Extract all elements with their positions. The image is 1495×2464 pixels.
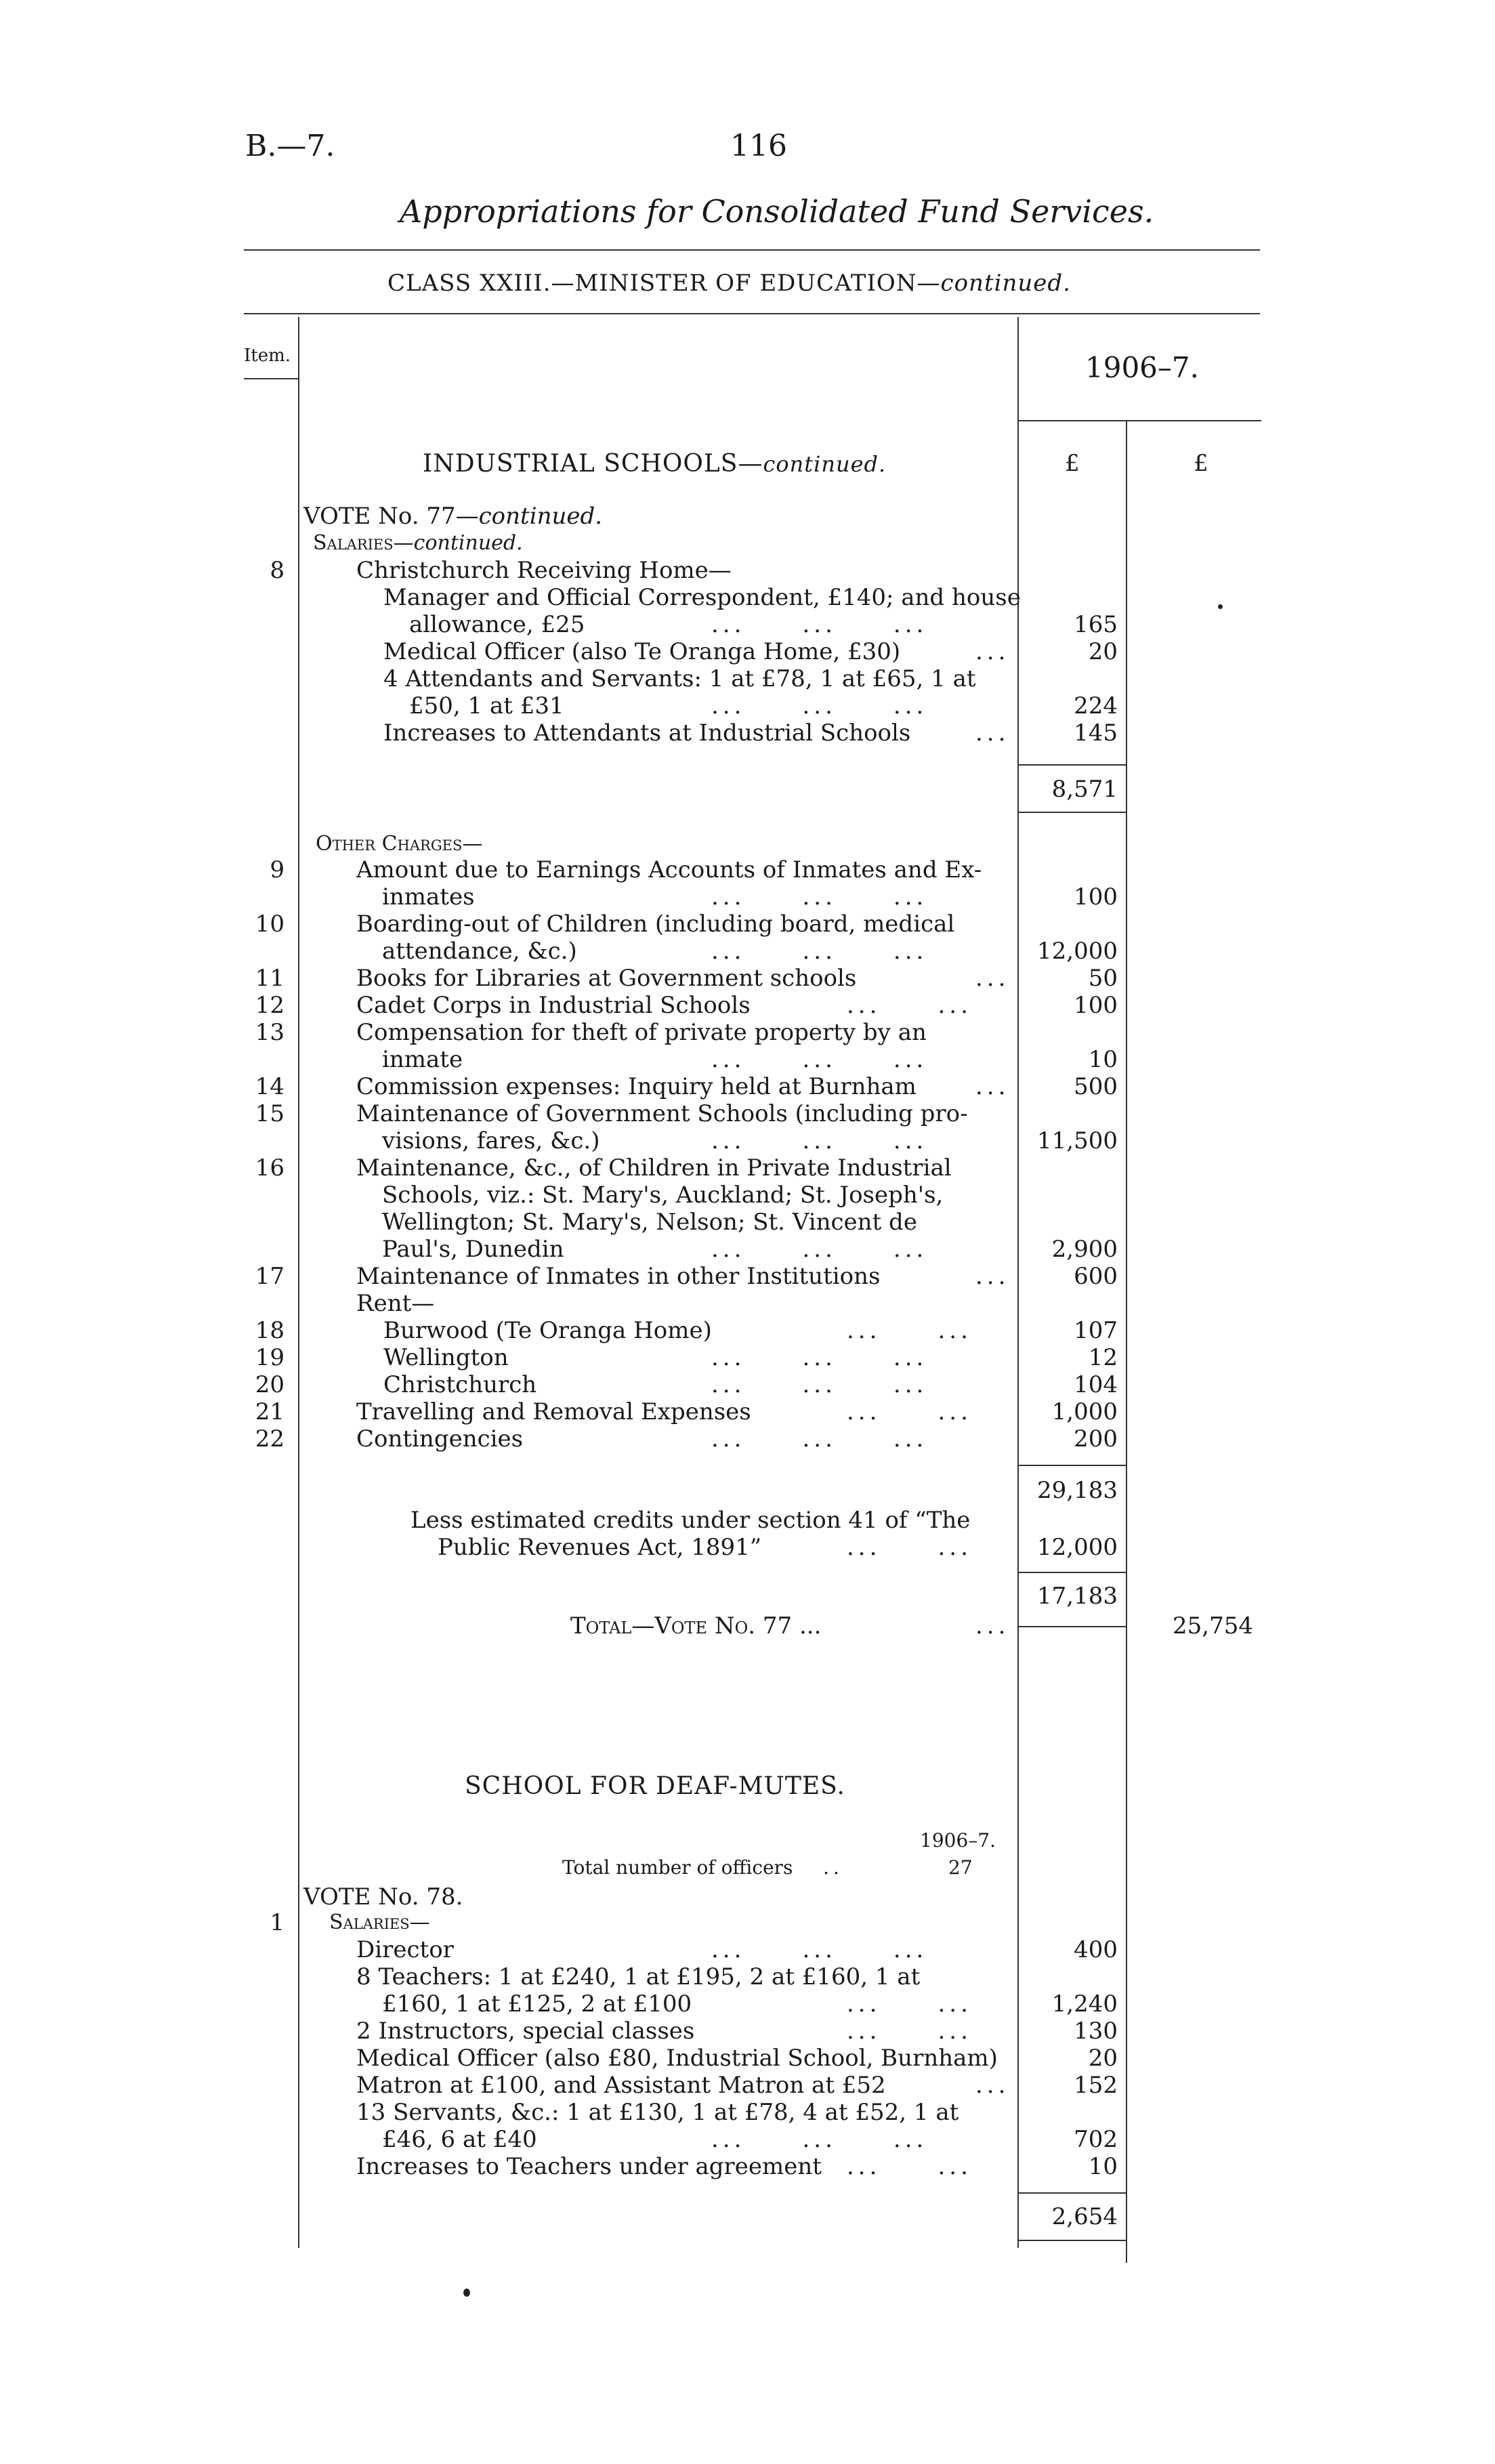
item-number: 9 (270, 856, 285, 883)
table-row: 11 Books for Libraries at Government schools ... 50 (0, 965, 1495, 992)
row-description: Books for Libraries at Government schools (356, 965, 857, 992)
table-row (0, 1100, 1495, 1127)
subtotal-rule-bottom (1017, 2240, 1126, 2241)
officers-label: Total number of officers .. (562, 1856, 843, 1879)
row-description: inmate (382, 1046, 463, 1073)
row-amount: 11,500 (1037, 1127, 1118, 1154)
salaries-total: 8,571 (1051, 776, 1118, 803)
table-row (0, 1019, 1495, 1046)
item-number: 8 (270, 557, 285, 584)
row-description: Maintenance, &c., of Children in Private Industrial (356, 1154, 952, 1182)
row-amount: 200 (1074, 1425, 1118, 1453)
officers-label-text: Total number of officers (562, 1856, 793, 1879)
subtotal-rule-bottom (1017, 812, 1126, 813)
table-row (0, 584, 1495, 611)
table-row (0, 856, 1495, 883)
row-description: Medical Officer (also £80, Industrial School, Burnham) (356, 2045, 998, 2072)
row-description: Christchurch Receiving Home— (356, 557, 732, 584)
table-row (0, 1909, 1495, 1936)
row-amount: 1,240 (1051, 1990, 1118, 2018)
table-row (0, 2045, 1495, 2072)
table-row: 22 Contingencies ... ... ... 200 (0, 1425, 1495, 1453)
item-column-header: Item. (244, 346, 291, 366)
table-row: 12 Cadet Corps in Industrial Schools ... ... 100 (0, 992, 1495, 1019)
less-credits-row-2: Public Revenues Act, 1891” ... ... 12,000 (438, 1534, 1118, 1561)
row-description: Manager and Official Correspondent, £140; and house (383, 584, 1021, 611)
salaries-total-row (0, 776, 1495, 803)
row-description: attendance, &c.) (382, 938, 577, 965)
table-row (0, 1963, 1495, 1990)
officers-count: 27 (948, 1856, 973, 1879)
table-row: inmate ... ... ... 10 (382, 1046, 1118, 1073)
table-row: Increases to Attendants at Industrial Schools ... 145 (383, 719, 1118, 747)
row-amount: 20 (1088, 638, 1118, 665)
class-heading (387, 270, 1071, 297)
row-amount: 400 (1074, 1936, 1118, 1963)
table-row: £50, 1 at £31 ... ... ... 224 (409, 692, 1118, 719)
row-description: Paul's, Dunedin (382, 1236, 564, 1263)
row-amount: 165 (1074, 611, 1118, 638)
year-column-header: 1906–7. (1085, 351, 1199, 384)
row-description: Cadet Corps in Industrial Schools (356, 992, 751, 1019)
page-number: 116 (730, 129, 787, 163)
table-row: 14 Commission expenses: Inquiry held at Burnham ... 500 (0, 1073, 1495, 1100)
item-number: 11 (255, 965, 285, 992)
vote-77-text: VOTE No. 77— (303, 503, 479, 530)
table-row: allowance, £25 ... ... ... 165 (409, 611, 1118, 638)
table-row (0, 557, 1495, 584)
row-amount: 152 (1074, 2072, 1118, 2099)
vote-78-salaries-total-row (0, 2203, 1495, 2230)
table-row: visions, fares, &c.) ... ... ... 11,500 (382, 1127, 1118, 1154)
item-number: 1 (270, 1909, 285, 1936)
row-description: Director (356, 1936, 454, 1963)
table-row: inmates ... ... ... 100 (382, 883, 1118, 911)
row-amount: 500 (1074, 1073, 1118, 1100)
row-description: Wellington (383, 1344, 509, 1371)
class-rule (244, 313, 1260, 314)
row-description: £46, 6 at £40 (382, 2126, 537, 2153)
less-credits-row (0, 1507, 1495, 1534)
row-amount: 107 (1074, 1317, 1118, 1344)
table-row: 18 Burwood (Te Oranga Home) ... ... 107 (0, 1317, 1495, 1344)
row-description: £160, 1 at £125, 2 at £100 (382, 1990, 692, 2018)
row-description: 13 Servants, &c.: 1 at £130, 1 at £78, 4 at £52, 1 at (356, 2099, 959, 2126)
item-number: 12 (255, 992, 285, 1019)
table-row: Paul's, Dunedin ... ... ... 2,900 (382, 1236, 1118, 1263)
table-row: 2 Instructors, special classes ... ... 130 (356, 2018, 1118, 2045)
table-row: Matron at £100, and Assistant Matron at £52 ... 152 (356, 2072, 1118, 2099)
industrial-schools-heading-continued: continued. (763, 451, 887, 477)
table-row: attendance, &c.) ... ... ... 12,000 (382, 938, 1118, 965)
salaries-label (313, 531, 523, 555)
salaries-label: Salaries— (329, 1910, 430, 1934)
row-description: Commission expenses: Inquiry held at Burnham (356, 1073, 917, 1100)
table-row (0, 1182, 1495, 1209)
table-row: Director ... ... ... 400 (356, 1936, 1118, 1963)
title-rule (244, 249, 1260, 251)
item-number: 19 (255, 1344, 285, 1371)
table-row: Increases to Teachers under agreement ... ... 10 (356, 2153, 1118, 2180)
table-row (0, 911, 1495, 938)
vote-78-salaries-total: 2,654 (1051, 2203, 1118, 2230)
row-description: Amount due to Earnings Accounts of Inmates and Ex- (356, 856, 982, 883)
table-row: 21 Travelling and Removal Expenses ... ... 1,000 (0, 1398, 1495, 1425)
item-number: 18 (255, 1317, 285, 1344)
salaries-continued: continued. (413, 531, 523, 555)
row-amount: 702 (1074, 2126, 1118, 2153)
net-amount: 17,183 (1037, 1583, 1118, 1610)
ink-speck (463, 2289, 470, 2297)
item-header-rule (244, 378, 298, 379)
total-rule (1017, 1626, 1126, 1627)
row-amount: 100 (1074, 992, 1118, 1019)
subtotal-amount: 29,183 (1037, 1477, 1118, 1504)
net-rule (1017, 1572, 1126, 1573)
vote-77-total-row: Total—Vote No. 77 ... ... 25,754 (570, 1612, 1253, 1640)
row-description: Increases to Teachers under agreement (356, 2153, 822, 2180)
table-row: 19 Wellington ... ... ... 12 (0, 1344, 1495, 1371)
row-description: Maintenance of Inmates in other Institutions (356, 1263, 881, 1290)
vote-77-continued: continued. (478, 503, 603, 530)
row-amount: 104 (1074, 1371, 1118, 1398)
row-description: allowance, £25 (409, 611, 585, 638)
item-number: 13 (255, 1019, 285, 1046)
row-description: inmates (382, 883, 475, 911)
row-amount: 600 (1074, 1263, 1118, 1290)
item-number: 10 (255, 911, 285, 938)
row-amount: 50 (1088, 965, 1118, 992)
vote-77-total-label: Total—Vote No. 77 ... (570, 1612, 822, 1640)
row-description: Travelling and Removal Expenses (356, 1398, 751, 1425)
less-credits-line-1: Less estimated credits under section 41 of “The (410, 1507, 971, 1534)
row-amount: 10 (1088, 1046, 1118, 1073)
vote-78-label: VOTE No. 78. (303, 1883, 463, 1910)
row-description: Christchurch (383, 1371, 537, 1398)
row-amount: 10 (1088, 2153, 1118, 2180)
net-row (0, 1583, 1495, 1610)
item-number: 16 (255, 1154, 285, 1182)
other-charges-label: Other Charges— (316, 832, 483, 856)
subtotal-rule (1017, 2192, 1126, 2194)
item-number: 15 (255, 1100, 285, 1127)
row-description: £50, 1 at £31 (409, 692, 564, 719)
row-description: Schools, viz.: St. Mary's, Auckland; St. Joseph's, (382, 1182, 944, 1209)
industrial-schools-heading (423, 450, 886, 478)
class-heading-continued: continued. (940, 270, 1071, 297)
table-row (0, 2099, 1495, 2126)
less-credits-line-2: Public Revenues Act, 1891” (438, 1534, 762, 1561)
ink-speck (1218, 604, 1223, 609)
row-description: 8 Teachers: 1 at £240, 1 at £195, 2 at £160, 1 at (356, 1963, 921, 1990)
row-description: Compensation for theft of private property by an (356, 1019, 927, 1046)
row-description: 2 Instructors, special classes (356, 2018, 695, 2045)
table-row (0, 1154, 1495, 1182)
item-number: 22 (255, 1425, 285, 1453)
pound-sign-column-1: £ (1065, 450, 1080, 477)
row-description: Medical Officer (also Te Oranga Home, £30) (383, 638, 901, 665)
row-description: Burwood (Te Oranga Home) (383, 1317, 712, 1344)
item-number: 21 (255, 1398, 285, 1425)
table-row: Medical Officer (also Te Oranga Home, £30) ... 20 (383, 638, 1118, 665)
class-heading-text: CLASS XXIII.—MINISTER OF EDUCATION— (387, 270, 941, 297)
page-title: Appropriations for Consolidated Fund Services. (400, 193, 1154, 230)
table-row (0, 665, 1495, 692)
table-row (0, 1209, 1495, 1236)
row-description: Maintenance of Government Schools (including pro- (356, 1100, 968, 1127)
item-number: 14 (255, 1073, 285, 1100)
subtotal-row (0, 1477, 1495, 1504)
industrial-schools-heading-text: INDUSTRIAL SCHOOLS— (423, 450, 763, 478)
document-reference: B.—7. (245, 129, 335, 163)
table-row (0, 1290, 1495, 1317)
row-description: visions, fares, &c.) (382, 1127, 600, 1154)
row-amount: 1,000 (1051, 1398, 1118, 1425)
row-description: Matron at £100, and Assistant Matron at £52 (356, 2072, 886, 2099)
subtotal-rule (1017, 764, 1126, 766)
subtotal-rule (1017, 1465, 1126, 1466)
less-credits-amount: 12,000 (1037, 1534, 1118, 1561)
row-amount: 145 (1074, 719, 1118, 747)
row-amount: 12 (1088, 1344, 1118, 1371)
deaf-mutes-heading: SCHOOL FOR DEAF-MUTES. (465, 1772, 845, 1800)
row-description: Wellington; St. Mary's, Nelson; St. Vincent de (382, 1209, 917, 1236)
table-row: £46, 6 at £40 ... ... ... 702 (382, 2126, 1118, 2153)
vote-77-total-amount: 25,754 (1173, 1612, 1253, 1640)
salaries-text: Salaries— (313, 531, 414, 555)
row-amount: 20 (1088, 2045, 1118, 2072)
row-amount: 130 (1074, 2018, 1118, 2045)
table-row: 17 Maintenance of Inmates in other Institutions ... 600 (0, 1263, 1495, 1290)
item-number: 20 (255, 1371, 285, 1398)
table-row: £160, 1 at £125, 2 at £100 ... ... 1,240 (382, 1990, 1118, 2018)
table-row: 20 Christchurch ... ... ... 104 (0, 1371, 1495, 1398)
row-description: Increases to Attendants at Industrial Schools (383, 719, 911, 747)
row-amount: 100 (1074, 883, 1118, 911)
officers-year: 1906–7. (920, 1829, 996, 1852)
row-description: Rent— (356, 1290, 435, 1317)
row-amount: 224 (1074, 692, 1118, 719)
row-description: Contingencies (356, 1425, 524, 1453)
year-header-rule (1017, 420, 1261, 421)
item-number: 17 (255, 1263, 285, 1290)
row-description: 4 Attendants and Servants: 1 at £78, 1 at £65, 1 at (383, 665, 976, 692)
row-description: Boarding-out of Children (including board, medical (356, 911, 955, 938)
row-amount: 12,000 (1037, 938, 1118, 965)
vote-77-label (303, 503, 602, 530)
row-amount: 2,900 (1051, 1236, 1118, 1263)
pound-sign-column-2: £ (1194, 450, 1208, 477)
